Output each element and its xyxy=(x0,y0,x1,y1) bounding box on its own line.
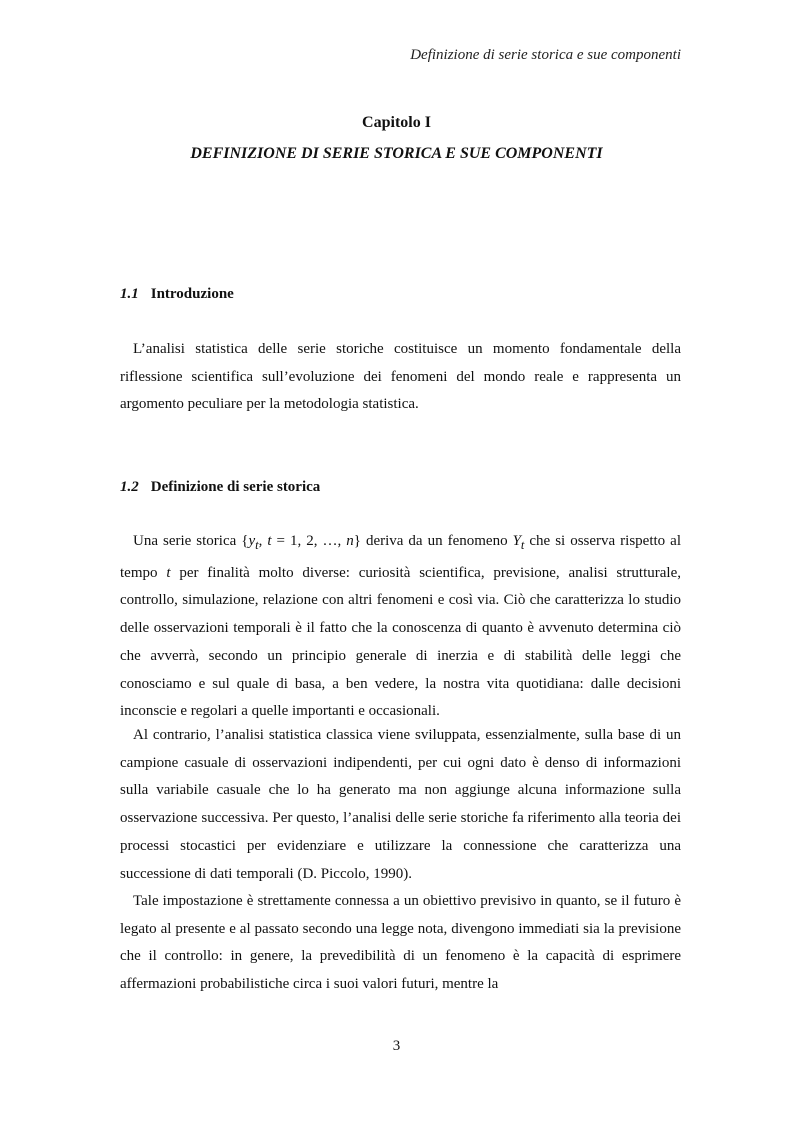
section-number: 1.1 xyxy=(120,286,139,302)
paragraph-definizione-2: Al contrario, l’analisi statistica classica viene sviluppata, essenzialmente, sulla base di un campione casuale di osservazioni indipendenti, per cui ogni dato è denso di informazioni sulla variabile casuale che lo ha generato ma non aggiunge alcuna informazione sulla osservazione successiva. Per questo, l’analisi delle serie storiche fa riferimento alla teoria dei processi stocastici per evidenziare e utilizzare la connessione che caratterizza una successione di dati temporali (D. Piccolo, 1990). xyxy=(120,727,681,882)
section-title: Definizione di serie storica xyxy=(150,479,321,495)
section-heading-1-1 xyxy=(120,286,234,303)
chapter-label: Capitolo I xyxy=(362,114,431,131)
section-heading-1-2 xyxy=(120,479,320,496)
section-number: 1.2 xyxy=(120,479,139,495)
paragraph-definizione-3: Tale impostazione è strettamente connessa a un obiettivo previsivo in quanto, se il futuro è legato al presente e al passato secondo una legge nota, divengono immediati sia la previsione che il controllo: in genere, la prevedibilità di un fenomeno è la capacità di esprimere affermazioni probabilistiche circa i suoi valori futuri, mentre la xyxy=(120,893,681,993)
running-header: Definizione di serie storica e sue componenti xyxy=(410,47,681,63)
paragraph-introduzione: L’analisi statistica delle serie storiche costituisce un momento fondamentale della riflessione scientifica sull’evoluzione dei fenomeni del mondo reale e rappresenta un argomento peculiare per la metodologia statistica. xyxy=(120,341,681,413)
paragraph-definizione-1: Una serie storica {$y_t$, t = 1, 2, …, n} deriva da un fenomeno $Y_t$ che si osserva rispetto al tempo t per finalità molto diverse: curiosità scientifica, previsione, analisi strutturale, controllo, simulazione, relazione con altri fenomeni e così via. Ciò che caratterizza lo studio delle osservazioni temporali è il fatto che la conoscenza di quanto è avvenuto determina ciò che avverrà, secondo un principio generale di inerzia e di stabilità delle leggi che conosciamo e sul quale di basa, a ben vedere, la nostra vita quotidiana: dalle decisioni inconscie e regolari a quelle importanti e occasionali. xyxy=(120,533,682,720)
section-title: Introduzione xyxy=(150,286,234,302)
chapter-title: DEFINIZIONE DI SERIE STORICA E SUE COMPONENTI xyxy=(190,145,603,162)
page-number: 3 xyxy=(392,1038,401,1054)
